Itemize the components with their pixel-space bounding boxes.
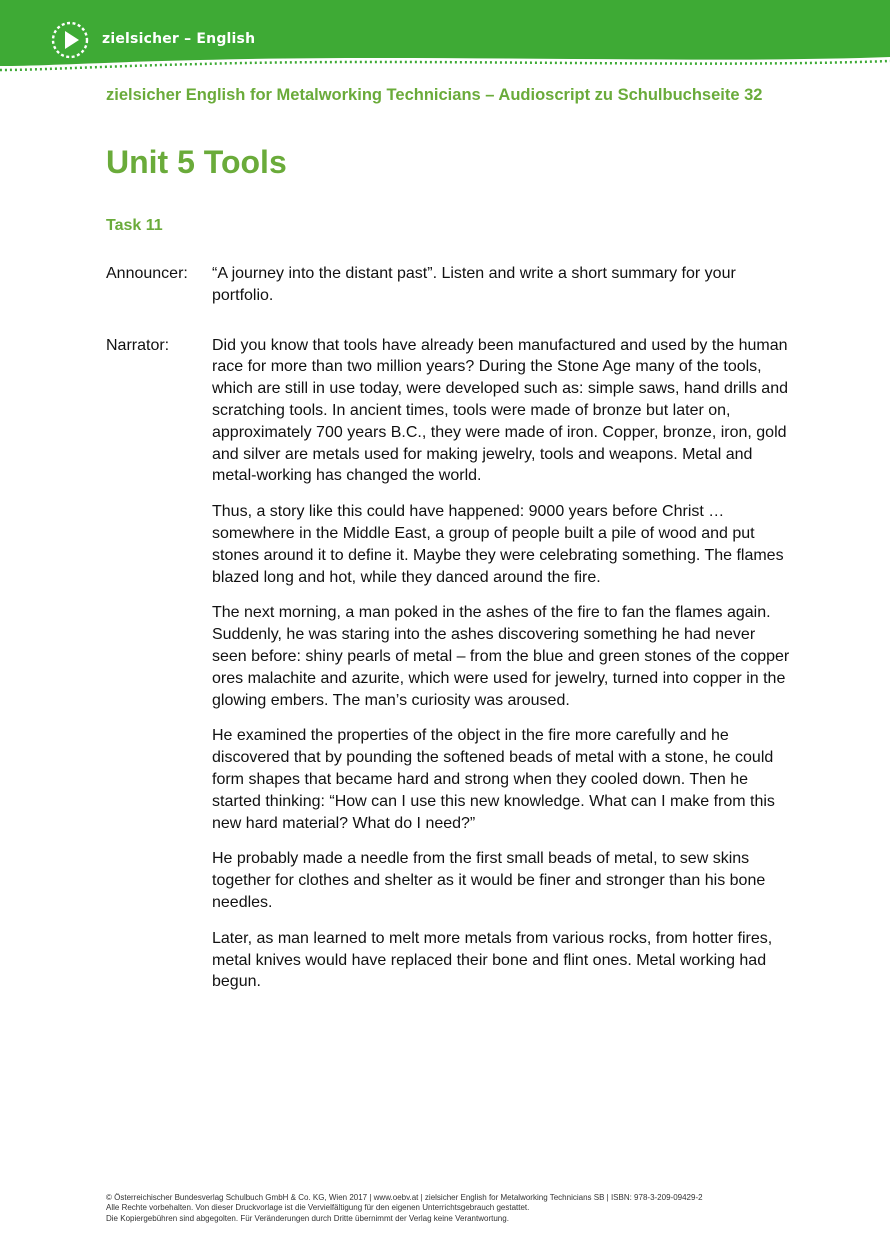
narrator-row — [106, 335, 790, 1008]
audioscript-subtitle: zielsicher English for Metalworking Technicians – Audioscript zu Schulbuchseite 32 — [106, 86, 763, 104]
speaker-announcer: Announcer: — [106, 265, 188, 282]
announcer-row — [106, 263, 790, 321]
header-banner — [0, 0, 890, 80]
copyright-footer — [106, 1193, 806, 1224]
task-label: Task 11 — [106, 217, 163, 234]
audioscript — [106, 263, 790, 1021]
announcer-text: “A journey into the distant past”. Listen and write a short summary for your portfolio. — [212, 265, 736, 304]
speaker-narrator: Narrator: — [106, 336, 170, 354]
footer-line: Die Kopiergebühren sind abgegolten. Für Veränderungen durch Dritte übernimmt der Verlag keine Verantwortung. — [106, 1213, 509, 1223]
narrator-paragraph: The next morning, a man poked in the ashes of the fire to fan the flames again. Suddenly, he was staring into the ashes discovering something he had never seen before: shiny pearls of metal – from the blue and green stones of the copper ores malachite and azurite, which were used for jewelry, turned into copper in the glowing embers. The man’s curiosity was aroused. — [212, 604, 790, 709]
narrator-paragraph: He examined the properties of the object in the fire more carefully and he discovered that by pounding the softened beads of metal with a stone, he could form shapes that became hard and strong when they cooled down. Then he started thinking: “How can I use this new knowledge. What can I make from this new hard material? What do I need?” — [212, 727, 775, 832]
footer-line: Alle Rechte vorbehalten. Von dieser Druckvorlage ist die Vervielfältigung für den eigenen Unterrichtsgebrauch gestattet. — [106, 1203, 530, 1213]
narrator-paragraph: Thus, a story like this could have happened: 9000 years before Christ … somewhere in the Middle East, a group of people built a pile of wood and put stones around it to define it. Maybe they were celebrating something. The flames blazed long and hot, while they danced around the fire. — [212, 503, 784, 586]
narrator-paragraph: He probably made a needle from the first small beads of metal, to sew skins together for clothes and shelter as it would be finer and stronger than his bone needles. — [212, 850, 766, 911]
unit-title: Unit 5 Tools — [106, 144, 287, 180]
play-icon — [50, 20, 90, 60]
footer-line: © Österreichischer Bundesverlag Schulbuch GmbH & Co. KG, Wien 2017 | www.oebv.at | zielsicher English for Metalworking Technicians SB | ISBN: 978-3-209-09429-2 — [106, 1193, 703, 1202]
narrator-paragraph: Did you know that tools have already been manufactured and used by the human race for more than two million years? During the Stone Age many of the tools, which are still in use today, were developed such as: simple saws, hand drills and scratching tools. In ancient times, tools were made of bronze but later on, approximately 700 years B.C., they were made of iron. Copper, bronze, iron, gold and silver are metals used for making jewelry, tools and weapons. Metal and metal-working has changed the world. — [212, 336, 788, 485]
brand-name: zielsicher – English — [102, 31, 256, 47]
narrator-paragraph: Later, as man learned to melt more metals from various rocks, from hotter fires, metal knives would have replaced their bone and flint ones. Metal working had begun. — [212, 929, 773, 991]
